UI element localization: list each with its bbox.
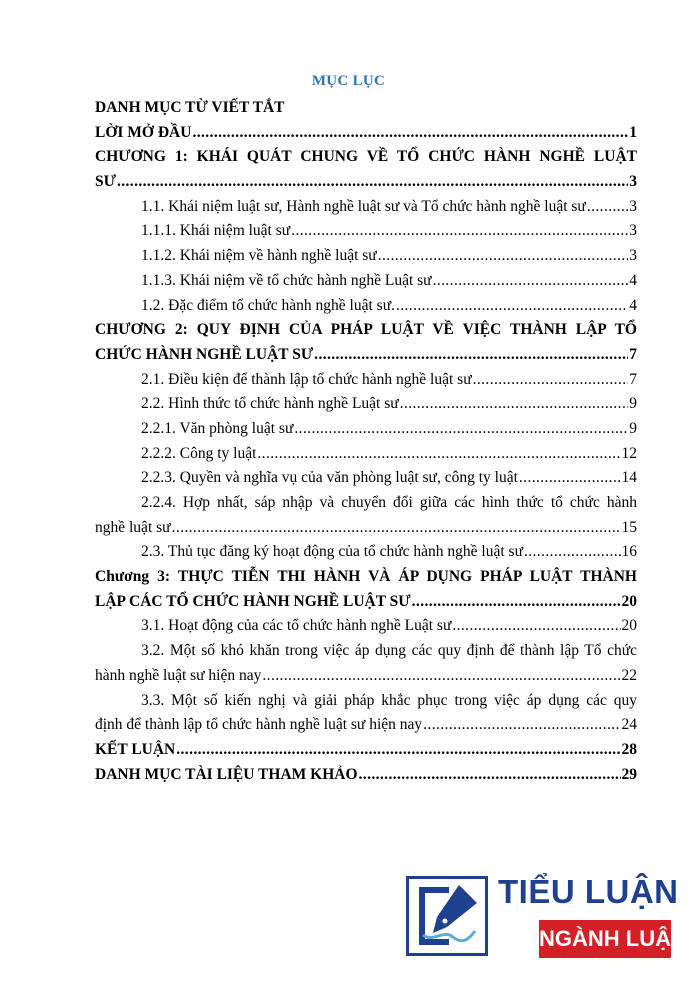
toc-entry-chapter1-line2: SƯ ..... 3 xyxy=(95,170,637,195)
toc-entry-2-2-4-line1: 2.2.4. Hợp nhất, sáp nhập và chuyển đổi giữa các hình thức tổ chức hành xyxy=(141,494,637,511)
toc-entry-2-2-3: 2.2.3. Quyền và nghĩa vụ của văn phòng luật sư, công ty luật ..... 14 xyxy=(95,466,637,491)
toc-entry-3-1: 3.1. Hoạt động của các tổ chức hành nghề Luật sư ..... 20 xyxy=(95,614,637,639)
toc-entry-chapter2-line2: CHỨC HÀNH NGHỀ LUẬT SƯ ..... 7 xyxy=(95,343,637,368)
toc-entry-3-3-line1: 3.3. Một số kiến nghị và giải pháp khắc phục trong việc áp dụng các quy xyxy=(141,691,637,709)
toc-entry-2-3: 2.3. Thủ tục đăng ký hoạt động của tổ chức hành nghề luật sư ..... 16 xyxy=(95,540,637,565)
toc-entry-2-2-2: 2.2.2. Công ty luật ..... 12 xyxy=(95,442,637,467)
toc-entry-1-1-3: 1.1.3. Khái niệm về tổ chức hành nghề Luật sư ..... 4 xyxy=(95,269,637,294)
toc-entry-2-2-4-line2: nghề luật sư ..... 15 xyxy=(95,516,637,541)
logo-text-bottom-banner xyxy=(539,920,685,958)
toc-entry-2-2-1: 2.2.1. Văn phòng luật sư ..... 9 xyxy=(95,417,637,442)
table-of-contents xyxy=(95,96,637,787)
toc-entry-chapter2-line1: CHƯƠNG 2: QUY ĐỊNH CỦA PHÁP LUẬT VỀ VIỆC THÀNH LẬP TỔ xyxy=(95,321,637,339)
toc-entry-1-1-1: 1.1.1. Khái niệm luật sư ..... 3 xyxy=(95,219,637,244)
toc-entry-1-2: 1.2. Đặc điểm tổ chức hành nghề luật sư. ..... 4 xyxy=(95,294,637,319)
logo-text-top: TIỂU LUẬN xyxy=(498,873,679,910)
toc-entry-chapter1-line1: CHƯƠNG 1: KHÁI QUÁT CHUNG VỀ TỔ CHỨC HÀNH NGHỀ LUẬT xyxy=(95,148,637,166)
toc-entry-3-2-line1: 3.2. Một số khó khăn trong việc áp dụng các quy định để thành lập Tổ chức xyxy=(141,642,637,660)
toc-entry-1-1-2: 1.1.2. Khái niệm về hành nghề luật sư ..... 3 xyxy=(95,244,637,269)
toc-entry-conclusion: KẾT LUẬN ..... 28 xyxy=(95,738,637,763)
logo-text-bottom: NGÀNH LUẬT xyxy=(539,926,685,951)
toc-entry-1-1: 1.1. Khái niệm luật sư, Hành nghề luật sư và Tổ chức hành nghề luật sư ..... 3 xyxy=(95,195,637,220)
toc-entry-chapter3-line2: LẬP CÁC TỔ CHỨC HÀNH NGHỀ LUẬT SƯ ..... 20 xyxy=(95,590,637,615)
toc-entry-3-3-line2: định để thành lập tổ chức hành nghề luật sư hiện nay ..... 24 xyxy=(95,713,637,738)
toc-entry-chapter3-line1: Chương 3: THỰC TIỄN THI HÀNH VÀ ÁP DỤNG PHÁP LUẬT THÀNH xyxy=(95,568,637,586)
toc-entry-2-1: 2.1. Điều kiện để thành lập tổ chức hành nghề luật sư ..... 7 xyxy=(95,368,637,393)
tieu-luan-logo xyxy=(406,872,685,962)
toc-entry-3-2-line2: hành nghề luật sư hiện nay ..... 22 xyxy=(95,664,637,689)
toc-entry-2-2: 2.2. Hình thức tổ chức hành nghề Luật sư ..... 9 xyxy=(95,392,637,417)
toc-entry-introduction: LỜI MỞ ĐẦU ..... 1 xyxy=(95,121,637,146)
toc-entry-abbreviations: DANH MỤC TỪ VIẾT TẮT xyxy=(95,99,285,116)
toc-entry-references: DANH MỤC TÀI LIỆU THAM KHẢO ..... 29 xyxy=(95,763,637,788)
pen-nib-icon xyxy=(406,876,488,956)
page-title: MỤC LỤC xyxy=(311,73,386,89)
